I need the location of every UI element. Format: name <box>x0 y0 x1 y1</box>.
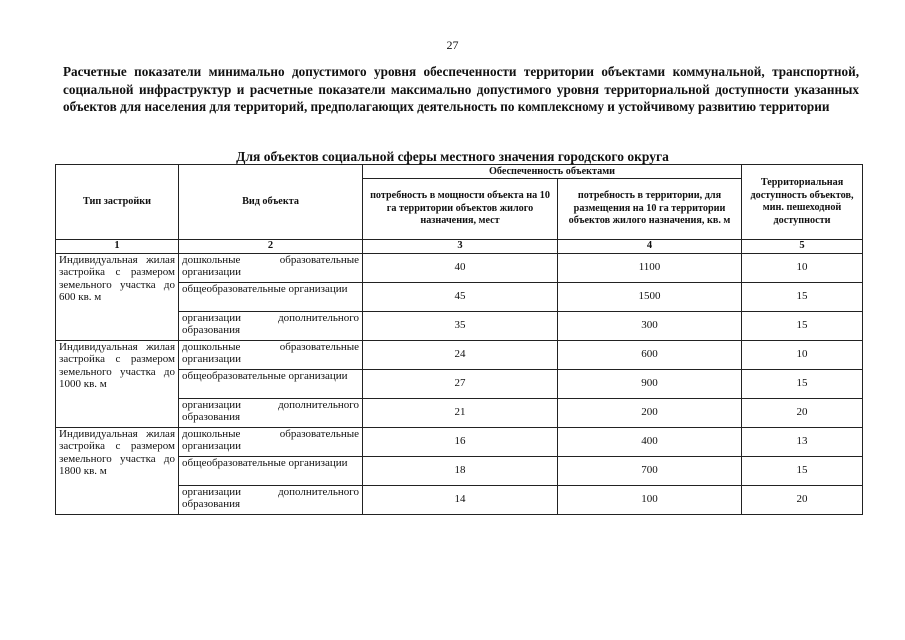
territory-cell: 1100 <box>558 253 742 282</box>
accessibility-cell: 10 <box>742 340 863 369</box>
capacity-cell: 24 <box>363 340 558 369</box>
column-number: 3 <box>363 240 558 254</box>
page-number: 27 <box>446 38 459 52</box>
territory-cell: 100 <box>558 485 742 514</box>
object-kind-cell: дошкольные образовательные организации <box>179 340 363 369</box>
object-kind-cell: общеобразовательные организации <box>179 369 363 398</box>
header-territory: потребность в территории, для размещения на 10 га территории объектов жилого назначения, кв. м <box>558 179 742 240</box>
territory-cell: 400 <box>558 427 742 456</box>
territory-cell: 600 <box>558 340 742 369</box>
accessibility-cell: 13 <box>742 427 863 456</box>
capacity-cell: 27 <box>363 369 558 398</box>
object-kind-cell: дошкольные образовательные организации <box>179 427 363 456</box>
column-number: 2 <box>179 240 363 254</box>
object-kind-cell: организации дополнительного образования <box>179 485 363 514</box>
territory-cell: 300 <box>558 311 742 340</box>
building-type-cell: Индивидуальная жилая застройка с размером земельного участка до 1800 кв. м <box>56 427 179 514</box>
header-provision-group: Обеспеченность объектами <box>363 165 742 179</box>
accessibility-cell: 15 <box>742 282 863 311</box>
accessibility-cell: 20 <box>742 398 863 427</box>
capacity-cell: 16 <box>363 427 558 456</box>
column-number: 4 <box>558 240 742 254</box>
capacity-cell: 45 <box>363 282 558 311</box>
object-kind-cell: дошкольные образовательные организации <box>179 253 363 282</box>
table-row <box>56 253 863 282</box>
accessibility-cell: 15 <box>742 369 863 398</box>
column-number: 1 <box>56 240 179 254</box>
territory-cell: 1500 <box>558 282 742 311</box>
object-kind-cell: организации дополнительного образования <box>179 311 363 340</box>
territory-cell: 900 <box>558 369 742 398</box>
column-number: 5 <box>742 240 863 254</box>
territory-cell: 200 <box>558 398 742 427</box>
header-object-kind: Вид объекта <box>179 165 363 240</box>
accessibility-cell: 15 <box>742 311 863 340</box>
table-caption: Для объектов социальной сферы местного значения городского округа <box>236 149 669 164</box>
accessibility-cell: 20 <box>742 485 863 514</box>
header-building-type: Тип застройки <box>56 165 179 240</box>
table-row <box>56 427 863 456</box>
capacity-cell: 40 <box>363 253 558 282</box>
document-heading: Расчетные показатели минимально допустимого уровня обеспеченности территории объектами коммунальной, транспортной, социальной инфраструктур и расчетные показатели максимально допустимого уровня территориальной доступности указанных объектов для населения для территорий, предполагающих деятельность по комплексному и устойчивому развитию территории <box>63 64 859 114</box>
accessibility-cell: 15 <box>742 456 863 485</box>
header-capacity: потребность в мощности объекта на 10 га территории объектов жилого назначения, мест <box>363 179 558 240</box>
provision-table <box>55 164 863 515</box>
building-type-cell: Индивидуальная жилая застройка с размером земельного участка до 1000 кв. м <box>56 340 179 427</box>
capacity-cell: 21 <box>363 398 558 427</box>
table-row <box>56 340 863 369</box>
capacity-cell: 18 <box>363 456 558 485</box>
column-number-row <box>56 240 863 254</box>
object-kind-cell: организации дополнительного образования <box>179 398 363 427</box>
building-type-cell: Индивидуальная жилая застройка с размером земельного участка до 600 кв. м <box>56 253 179 340</box>
capacity-cell: 14 <box>363 485 558 514</box>
territory-cell: 700 <box>558 456 742 485</box>
accessibility-cell: 10 <box>742 253 863 282</box>
header-accessibility: Территориальная доступность объектов, мин. пешеходной доступности <box>742 165 863 240</box>
object-kind-cell: общеобразовательные организации <box>179 282 363 311</box>
object-kind-cell: общеобразовательные организации <box>179 456 363 485</box>
capacity-cell: 35 <box>363 311 558 340</box>
